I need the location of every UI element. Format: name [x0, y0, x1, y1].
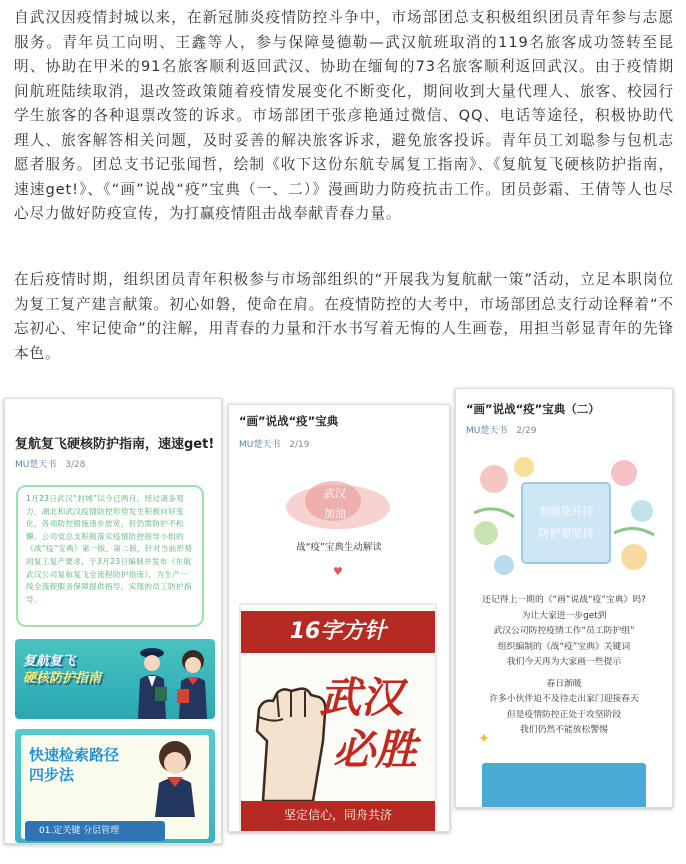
card-meta [15, 457, 85, 470]
spring-flowers-illustration [464, 453, 660, 581]
poster-word-win: 必胜 [333, 725, 418, 774]
notice-text-box: 1月23日武汉“封城”以今已两月，经过诸多努力，湖北和武汉疫情防控形势发生积极向好变化，各项防控措施逐步放宽，但仍需防护不松懈。公司党总支积极落实疫情防控指导小组的《战“疫”宝典》第一版、第二版，针对当前形势同复工复产要求，于3月23日编制并发布《东航武汉公司复航复飞全流程防护指南》，为生产一线全流程服务保障提供指导，实现的员工防护指导。 [16, 485, 204, 627]
card-date: 2/29 [516, 426, 537, 436]
quick-search-banner [15, 729, 215, 843]
text-line: 但是疫情防控正处于攻坚阶段 [506, 709, 622, 720]
text-line: 组织编制的《战“疫”宝典》关键词 [497, 641, 631, 652]
sparkle-icon: ✦ [478, 731, 490, 747]
illustration-preview [482, 763, 646, 807]
sixteen-character-poster [239, 603, 437, 832]
pilot-illustration [133, 643, 171, 719]
card-account: MU楚天书 [466, 426, 508, 436]
text-line: 春日渐暖 [546, 678, 582, 689]
text-line: 还记得上一期的《“画”说战“疫”宝典》吗? [482, 595, 646, 605]
article-card-epidemic-guide-1[interactable] [228, 404, 450, 832]
attendant-illustration [147, 737, 203, 817]
quick-search-title-line-1: 快速检索路径 [29, 746, 120, 764]
banner-title-line-2: 硬核防护指南 [23, 671, 102, 686]
text-line: 武汉公司防控疫情工作“员工防护组” [493, 626, 635, 636]
blessing-text-2: 加油 [324, 507, 346, 520]
card-account: MU楚天书 [15, 460, 57, 470]
quick-search-title-line-2: 四步法 [29, 766, 75, 784]
body-paragraph-2: 在后疫情时期，组织团员青年积极参与市场部组织的“开展我为复航献一策”活动，立足本职岗位为复工复产建言献策。初心如磐，使命在肩。在疫情防控的大考中，市场部团总支行动诠释着“不忘初心、牢记使命”的注解，用青春的力量和汗水书写着无悔的人生画卷，用担当彰显青年的先锋本色。 [14, 271, 674, 362]
text-line: 许多小伙伴迫不及待走出家门迎接春天 [489, 694, 639, 704]
quick-search-title [29, 745, 119, 785]
card-meta [466, 423, 536, 436]
attendant-illustration [173, 647, 213, 719]
card-text-lines [456, 593, 672, 739]
step-strip: 01.定关键 分层管理 [25, 821, 165, 841]
body-paragraph-1: 自武汉因疫情封城以来，在新冠肺炎疫情防控斗争中，市场部团总支积极组织团员青年参与志愿服务。青年员工向明、王鑫等人，参与保障曼德勒—武汉航班取消的119名旅客成功签转至昆明、协助在甲米的91名旅客顺利返回武汉、协助在缅甸的73名旅客顺利返回武汉。由于疫情期间航班陆续取消，退改签政策随着疫情发展变化不断变化，期间收到大量代理人、旅客、校园行学生旅客的各种退票改签的诉求。市场部团干张彦艳通过微信、QQ、电话等途径，积极协助代理人、旅客解答相关问题，及时妥善的解决旅客诉求，避免旅客投诉。青年员工刘聪参与包机志愿者服务。团总支书记张闻哲，绘制《收下这份东航专属复工指南》、《复航复飞硬核防护指南，速速get!》、《“画”说战“疫”宝典（一、二）》漫画助力防疫抗击工作。团员彭霜、王倩等人也尽心尽力做好防疫宣传，为打赢疫情阻击战奉献青春力量。 [14, 9, 674, 222]
card-meta [239, 437, 309, 450]
art-text-1: 春暖花开待 [538, 505, 594, 518]
wuhan-blessing-graphic [283, 471, 393, 541]
poster-word-wuhan: 武汉 [319, 673, 404, 722]
heart-icon: ♥ [333, 565, 343, 578]
guide-banner-image [15, 639, 215, 719]
card-title: “画”说战“疫”宝典 [239, 414, 339, 428]
blessing-text-1: 武汉 [324, 487, 346, 500]
text-line: 我们仍然不能放松警惕 [520, 725, 608, 735]
card-subheading: 战“疫”宝典生动解读 [296, 542, 382, 553]
poster-header: 16字方针 [241, 611, 435, 653]
article-card-protection-guide[interactable] [4, 398, 222, 844]
card-account: MU楚天书 [239, 440, 281, 450]
text-line: 为让大家进一步get到 [521, 610, 607, 621]
article-card-epidemic-guide-2[interactable] [455, 388, 673, 808]
card-title: “画”说战“疫”宝典（二） [466, 402, 600, 416]
art-text-2: 防护要坚持 [538, 527, 594, 540]
banner-title [23, 653, 101, 687]
banner-title-line-1: 复航复飞 [23, 654, 76, 669]
card-date: 2/19 [289, 440, 310, 450]
poster-slogan: 坚定信心，同舟共济 [241, 801, 435, 832]
text-line: 我们今天再为大家画一些提示 [506, 657, 622, 667]
card-title: 复航复飞硬核防护指南，速速get! [15, 437, 215, 452]
card-date: 3/28 [65, 460, 86, 470]
